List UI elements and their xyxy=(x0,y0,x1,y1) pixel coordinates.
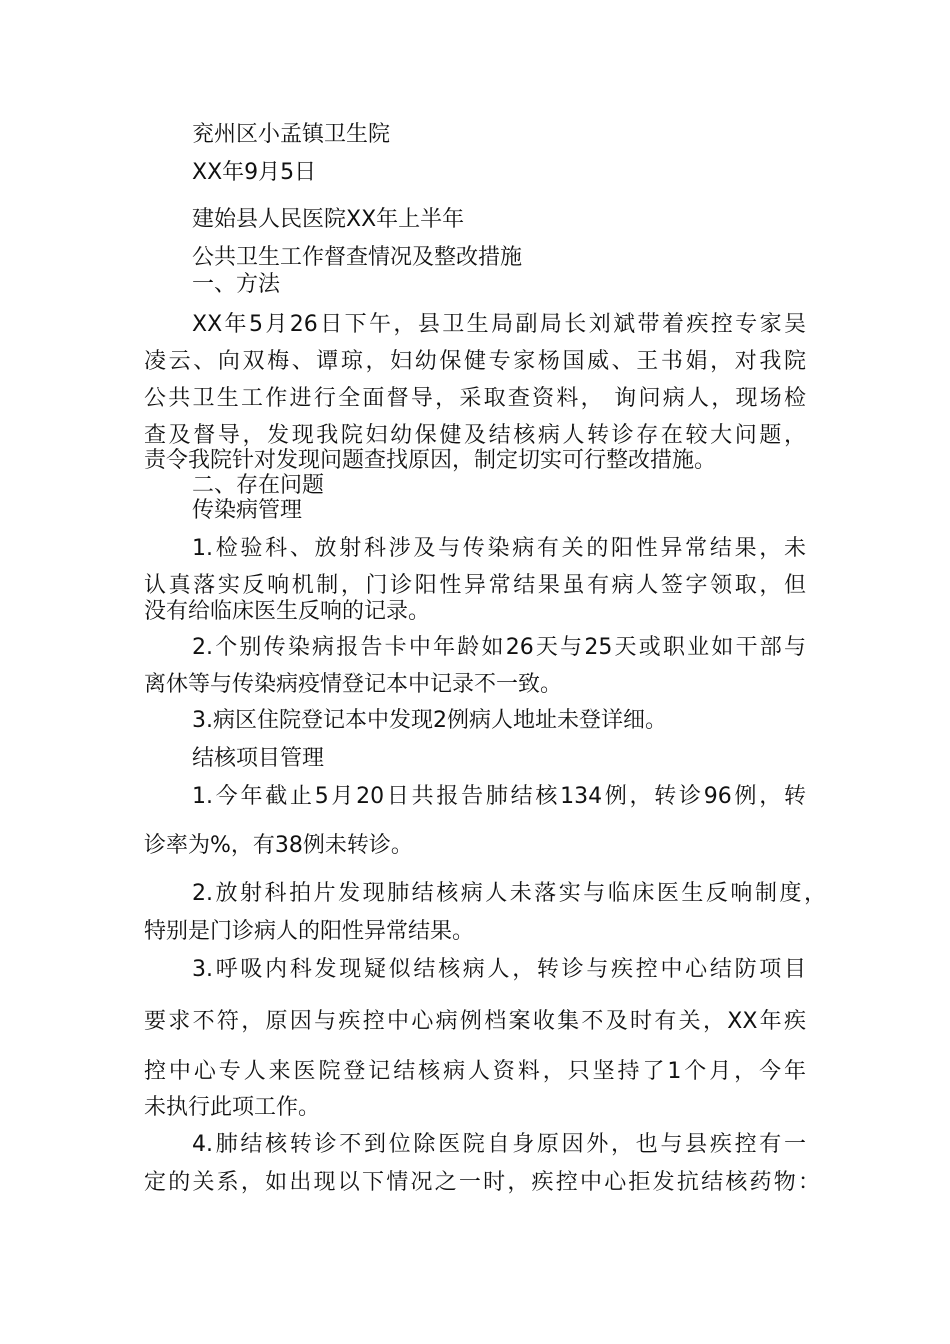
list-item: 3.病区住院登记本中发现2例病人地址未登详细。 xyxy=(192,708,667,733)
list-item: 3.呼吸内科发现疑似结核病人，转诊与疾控中心结防项目 xyxy=(192,957,806,982)
list-item: 2.放射科拍片发现肺结核病人未落实与临床医生反响制度， xyxy=(192,881,826,906)
section1-line: XX年5月26日下午，县卫生局副局长刘斌带着疾控专家吴 xyxy=(192,312,806,337)
list-item: 1.检验科、放射科涉及与传染病有关的阳性异常结果，未 xyxy=(192,536,806,561)
header-date: XX年9月5日 xyxy=(192,160,317,185)
list-item: 特别是门诊病人的阳性异常结果。 xyxy=(144,919,475,944)
list-item: 未执行此项工作。 xyxy=(144,1095,321,1120)
list-item: 2.个别传染病报告卡中年龄如26天与25天或职业如干部与 xyxy=(192,635,806,660)
doc-title-line1: 建始县人民医院XX年上半年 xyxy=(192,207,465,232)
doc-title-line2: 公共卫生工作督查情况及整改措施 xyxy=(192,245,523,270)
section2-heading: 二、存在问题 xyxy=(192,473,325,498)
list-item: 4.肺结核转诊不到位除医院自身原因外，也与县疾控有一 xyxy=(192,1132,806,1157)
section1-line: 凌云、向双梅、谭琼，妇幼保健专家杨国威、王书娟，对我院 xyxy=(144,349,806,374)
list-item: 定的关系，如出现以下情况之一时，疾控中心拒发抗结核药物： xyxy=(144,1170,820,1195)
section1-heading: 一、方法 xyxy=(192,272,281,297)
list-item: 1.今年截止5月20日共报告肺结核134例，转诊96例，转 xyxy=(192,784,806,809)
subheading-infectious: 传染病管理 xyxy=(192,498,303,523)
section1-line: 公共卫生工作进行全面督导，采取查资料， 询问病人，现场检 xyxy=(144,386,806,411)
section1-line: 查及督导，发现我院妇幼保健及结核病人转诊存在较大问题， xyxy=(144,423,806,448)
list-item: 诊率为%，有38例未转诊。 xyxy=(144,833,413,858)
list-item: 离休等与传染病疫情登记本中记录不一致。 xyxy=(144,672,563,697)
subheading-tb: 结核项目管理 xyxy=(192,746,325,771)
list-item: 没有给临床医生反响的记录。 xyxy=(144,599,431,624)
list-item: 要求不符，原因与疾控中心病例档案收集不及时有关，XX年疾 xyxy=(144,1009,806,1034)
list-item: 认真落实反响机制，门诊阳性异常结果虽有病人签字领取，但 xyxy=(144,573,806,598)
section1-line: 责令我院针对发现问题查找原因，制定切实可行整改措施。 xyxy=(144,448,717,473)
list-item: 控中心专人来医院登记结核病人资料，只坚持了1个月，今年 xyxy=(144,1059,806,1084)
header-org: 兖州区小孟镇卫生院 xyxy=(192,122,391,147)
